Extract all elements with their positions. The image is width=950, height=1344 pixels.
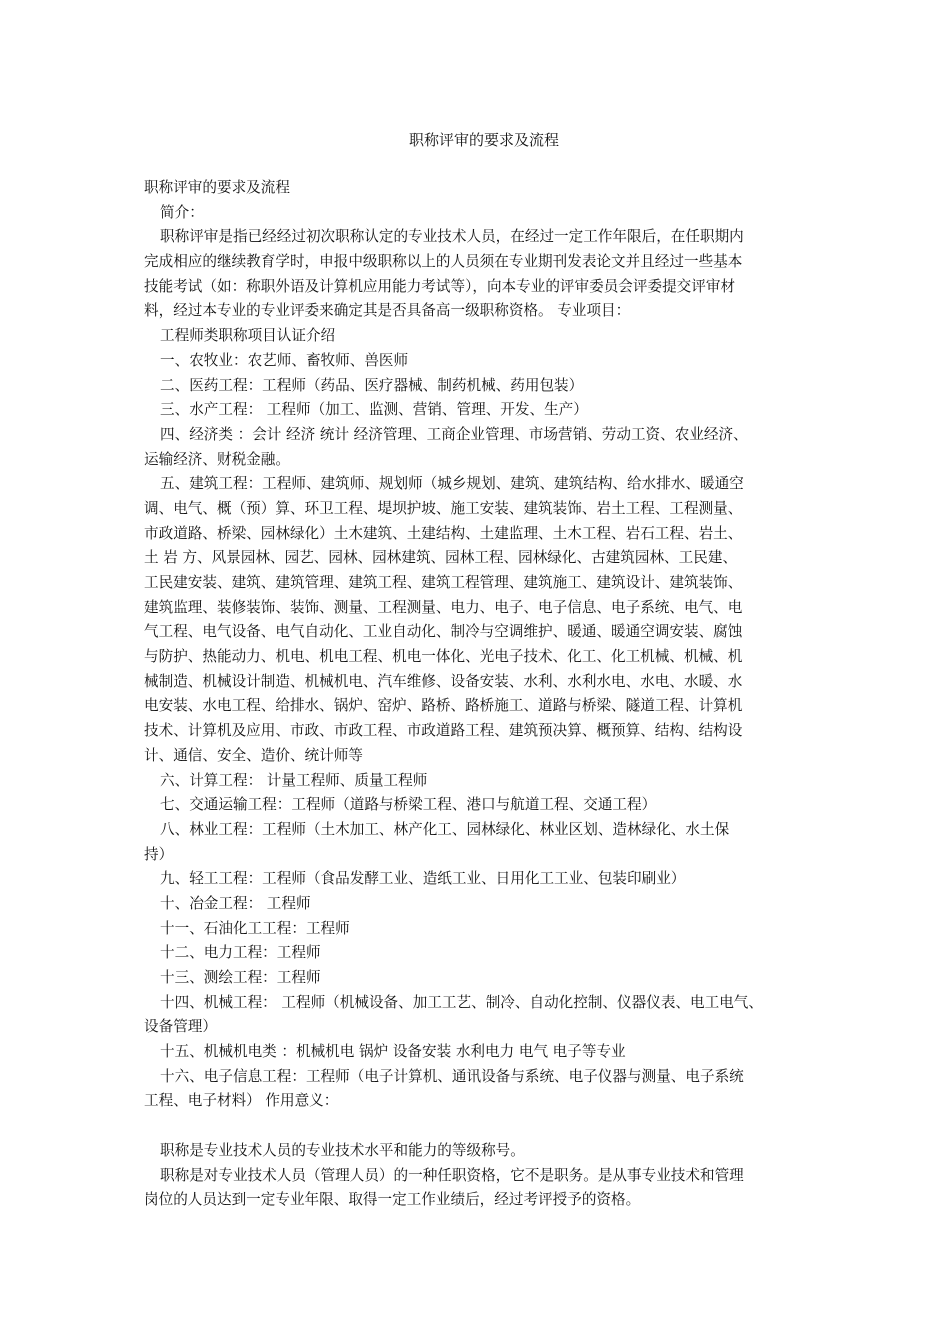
text-line: 工民建安装、建筑、建筑管理、建筑工程、建筑工程管理、建筑施工、建筑设计、建筑装饰、 — [144, 574, 743, 591]
blank-line — [144, 1114, 824, 1139]
text-line: 七、交通运输工程：工程师（道路与桥梁工程、港口与航道工程、交通工程） — [160, 796, 657, 814]
text-line: 市政道路、桥梁、园林绿化）土木建筑、土建结构、土建监理、土木工程、岩石工程、岩土、 — [144, 524, 743, 542]
text-line: 计、通信、安全、造价、统计师等 — [144, 746, 363, 764]
text-line: 简介： — [160, 203, 204, 221]
text-line: 十五、机械机电类 ：机械机电 锅炉 设备安装 水利电力 电气 电子等专业 — [160, 1043, 626, 1061]
document-title: 职称评审的要求及流程 — [408, 131, 559, 149]
text-line: 六、计算工程： 计量工程师、质量工程师 — [160, 771, 428, 789]
text-line: 职称评审是指已经经过初次职称认定的专业技术人员，在经过一定工作年限后，在任职期内 — [160, 228, 744, 246]
text-line: 技术、计算机及应用、市政、市政工程、市政道路工程、建筑预决算、概预算、结构、结构设 — [144, 722, 743, 740]
text-line: 运输经济、财税金融。 — [144, 450, 290, 468]
text-line: 建筑监理、装修装饰、装饰、测量、工程测量、电力、电子、电子信息、电子系统、电气、电 — [144, 598, 743, 616]
text-line: 完成相应的继续教育学时，申报中级职称以上的人员须在专业期刊发表论文并且经过一些基本 — [144, 253, 743, 271]
text-line: 工程师类职称项目认证介绍 — [160, 327, 336, 345]
text-line: 三、水产工程： 工程师（加工、监测、营销、管理、开发、生产） — [160, 401, 588, 419]
text-line: 五、建筑工程：工程师、建筑师、规划师（城乡规划、建筑、建筑结构、给水排水、暖通空 — [160, 475, 744, 493]
text-line: 岗位的人员达到一定专业年限、取得一定工作业绩后，经过考评授予的资格。 — [144, 1191, 641, 1209]
text-line: 四、经济类 ：会计 经济 统计 经济管理、工商企业管理、市场营销、劳动工资、农业经济、 — [160, 425, 748, 443]
text-line: 十一、石油化工工程：工程师 — [160, 919, 350, 937]
text-line: 料，经过本专业的专业评委来确定其是否具备高一级职称资格。 专业项目： — [144, 302, 631, 320]
text-line: 十三、测绘工程：工程师 — [160, 969, 321, 986]
text-line: 一、农牧业：农艺师、畜牧师、兽医师 — [160, 351, 409, 369]
text-line: 设备管理） — [144, 1018, 217, 1036]
text-line: 械制造、机械设计制造、机械机电、汽车维修、设备安装、水利、水利水电、水电、水暖、水 — [144, 672, 743, 690]
text-line: 工程、电子材料） 作用意义： — [144, 1092, 339, 1110]
text-line: 职称是对专业技术人员（管理人员）的一种任职资格，它不是职务。是从事专业技术和管理 — [160, 1166, 744, 1184]
text-line: 持） — [144, 845, 174, 863]
text-line: 十六、电子信息工程：工程师（电子计算机、通讯设备与系统、电子仪器与测量、电子系统 — [160, 1067, 744, 1085]
text-line: 土 岩 方、风景园林、园艺、园林、园林建筑、园林工程、园林绿化、古建筑园林、工民建、 — [144, 549, 738, 567]
text-line: 二、医药工程：工程师（药品、医疗器械、制药机械、药用包装） — [160, 376, 584, 394]
text-line: 调、电气、概（预）算、环卫工程、堤坝护坡、施工安装、建筑装饰、岩土工程、工程测量、 — [144, 499, 743, 517]
text-line: 十四、机械工程： 工程师（机械设备、加工工艺、制冷、自动化控制、仪器仪表、电工电气、 — [160, 993, 763, 1011]
text-line: 职称评审的要求及流程 — [144, 179, 290, 196]
text-line: 九、轻工工程：工程师（食品发酵工业、造纸工业、日用化工工业、包装印刷业） — [160, 870, 686, 888]
text-line: 十、冶金工程： 工程师 — [160, 894, 311, 912]
text-line: 十二、电力工程：工程师 — [160, 944, 321, 962]
text-line: 职称是专业技术人员的专业技术水平和能力的等级称号。 — [160, 1141, 525, 1159]
text-line: 电安装、水电工程、给排水、锅炉、窑炉、路桥、路桥施工、道路与桥梁、隧道工程、计算机 — [144, 697, 743, 715]
text-line: 八、林业工程：工程师（土木加工、林产化工、园林绿化、林业区划、造林绿化、水土保 — [160, 820, 730, 838]
text-line: 气工程、电气设备、电气自动化、工业自动化、制冷与空调维护、暖通、暖通空调安装、腐蚀 — [144, 623, 743, 641]
text-line: 技能考试（如：称职外语及计算机应用能力考试等），向本专业的评审委员会评委提交评审材 — [144, 277, 736, 295]
document-body — [144, 176, 824, 1213]
text-line: 与防护、热能动力、机电、机电工程、机电一体化、光电子技术、化工、化工机械、机械、机 — [144, 648, 743, 666]
